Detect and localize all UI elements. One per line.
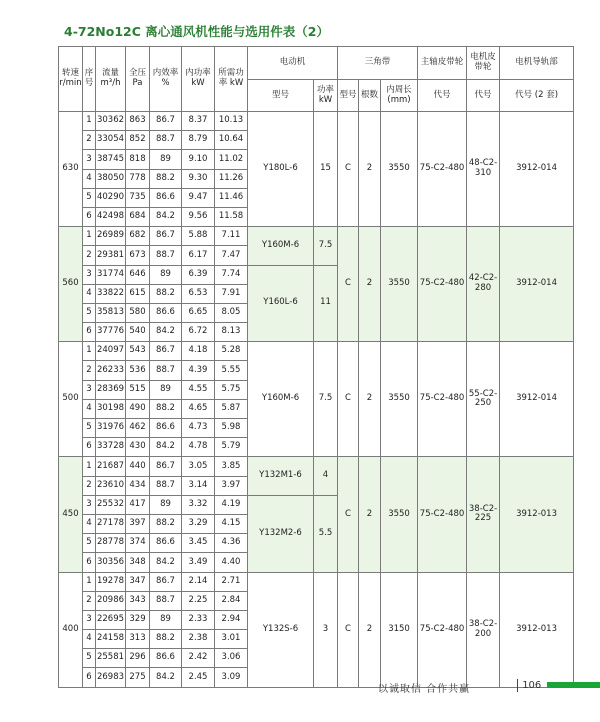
motor-model-cell: Y160M-6 (248, 227, 314, 265)
required-power-cell: 5.75 (215, 380, 248, 399)
pressure-cell: 430 (126, 438, 150, 457)
required-power-cell: 3.85 (215, 457, 248, 476)
spindle-code-cell: 75-C2-480 (418, 227, 467, 342)
header-power: 内功率 kW (182, 47, 215, 112)
flow-cell: 30362 (96, 112, 126, 131)
efficiency-cell: 86.6 (150, 188, 182, 207)
performance-table (58, 46, 574, 688)
flow-cell: 24097 (96, 342, 126, 361)
required-power-cell: 10.64 (215, 131, 248, 150)
spindle-code-cell: 75-C2-480 (418, 342, 467, 457)
flow-cell: 40290 (96, 188, 126, 207)
group-630 (59, 112, 574, 227)
spindle-code-cell: 75-C2-480 (418, 112, 467, 227)
pressure-cell: 543 (126, 342, 150, 361)
flow-cell: 25532 (96, 495, 126, 514)
seq-cell: 4 (83, 284, 96, 303)
power-cell: 4.39 (182, 361, 215, 380)
seq-cell: 5 (83, 649, 96, 668)
efficiency-cell: 86.7 (150, 572, 182, 591)
required-power-cell: 5.28 (215, 342, 248, 361)
flow-cell: 19278 (96, 572, 126, 591)
belt-length-cell: 3550 (381, 227, 418, 342)
efficiency-cell: 88.2 (150, 514, 182, 533)
required-power-cell: 8.05 (215, 303, 248, 322)
power-cell: 9.56 (182, 207, 215, 226)
motor-power-cell: 11 (314, 265, 338, 342)
efficiency-cell: 84.2 (150, 207, 182, 226)
flow-cell: 28369 (96, 380, 126, 399)
required-power-cell: 4.36 (215, 534, 248, 553)
efficiency-cell: 89 (150, 265, 182, 284)
required-power-cell: 5.87 (215, 399, 248, 418)
required-power-cell: 4.40 (215, 553, 248, 572)
seq-cell: 6 (83, 438, 96, 457)
speed-cell: 450 (59, 457, 83, 572)
seq-cell: 4 (83, 514, 96, 533)
pressure-cell: 818 (126, 150, 150, 169)
power-cell: 6.72 (182, 323, 215, 342)
pressure-cell: 735 (126, 188, 150, 207)
motor-model-cell: Y132M1-6 (248, 457, 314, 495)
page-divider (517, 679, 518, 692)
efficiency-cell: 86.6 (150, 419, 182, 438)
table-row (59, 457, 574, 476)
seq-cell: 3 (83, 380, 96, 399)
flow-cell: 22695 (96, 610, 126, 629)
seq-cell: 2 (83, 591, 96, 610)
belt-count-cell: 2 (359, 342, 381, 457)
power-cell: 4.78 (182, 438, 215, 457)
flow-cell: 38745 (96, 150, 126, 169)
motor-model-cell: Y180L-6 (248, 112, 314, 227)
pressure-cell: 417 (126, 495, 150, 514)
power-cell: 6.17 (182, 246, 215, 265)
speed-cell: 630 (59, 112, 83, 227)
speed-cell: 560 (59, 227, 83, 342)
pressure-cell: 348 (126, 553, 150, 572)
pressure-cell: 863 (126, 112, 150, 131)
header-belt-count: 根数 (359, 80, 381, 112)
required-power-cell: 5.79 (215, 438, 248, 457)
header-rail-code: 代号 (2 套) (500, 80, 574, 112)
required-power-cell: 7.47 (215, 246, 248, 265)
seq-cell: 1 (83, 572, 96, 591)
header-speed: 转速 r/min (59, 47, 83, 112)
rail-code-cell: 3912-014 (500, 112, 574, 227)
motor-power-cell: 15 (314, 112, 338, 227)
power-cell: 8.79 (182, 131, 215, 150)
seq-cell: 2 (83, 131, 96, 150)
motor-model-cell: Y160L-6 (248, 265, 314, 342)
efficiency-cell: 84.2 (150, 323, 182, 342)
footer-slogan: 以诚取信 合作共赢 (378, 684, 471, 695)
pressure-cell: 296 (126, 649, 150, 668)
power-cell: 4.73 (182, 419, 215, 438)
required-power-cell: 4.15 (215, 514, 248, 533)
flow-cell: 31774 (96, 265, 126, 284)
required-power-cell: 2.84 (215, 591, 248, 610)
seq-cell: 2 (83, 361, 96, 380)
header-efficiency: 内效率 % (150, 47, 182, 112)
speed-cell: 500 (59, 342, 83, 457)
spindle-code-cell: 75-C2-480 (418, 457, 467, 572)
header-motor-model: 型号 (248, 80, 314, 112)
power-cell: 9.47 (182, 188, 215, 207)
required-power-cell: 11.02 (215, 150, 248, 169)
belt-count-cell: 2 (359, 572, 381, 687)
flow-cell: 24158 (96, 630, 126, 649)
table-row (59, 112, 574, 131)
efficiency-cell: 86.6 (150, 534, 182, 553)
power-cell: 2.38 (182, 630, 215, 649)
pressure-cell: 778 (126, 169, 150, 188)
seq-cell: 1 (83, 227, 96, 246)
power-cell: 3.49 (182, 553, 215, 572)
seq-cell: 4 (83, 169, 96, 188)
header-motor-power: 功率 kW (314, 80, 338, 112)
flow-cell: 21687 (96, 457, 126, 476)
motor-pulley-code-cell: 42-C2-280 (467, 227, 500, 342)
power-cell: 6.53 (182, 284, 215, 303)
required-power-cell: 5.55 (215, 361, 248, 380)
power-cell: 9.10 (182, 150, 215, 169)
power-cell: 3.32 (182, 495, 215, 514)
rail-code-cell: 3912-014 (500, 342, 574, 457)
pressure-cell: 646 (126, 265, 150, 284)
header-belt: 三角带 (338, 47, 418, 80)
belt-count-cell: 2 (359, 227, 381, 342)
pressure-cell: 440 (126, 457, 150, 476)
efficiency-cell: 86.7 (150, 227, 182, 246)
flow-cell: 33054 (96, 131, 126, 150)
page-number (519, 680, 541, 691)
seq-cell: 3 (83, 265, 96, 284)
header-seq: 序号 (83, 47, 96, 112)
pressure-cell: 536 (126, 361, 150, 380)
required-power-cell: 11.58 (215, 207, 248, 226)
flow-cell: 29381 (96, 246, 126, 265)
power-cell: 4.55 (182, 380, 215, 399)
accent-bar (547, 682, 600, 688)
pressure-cell: 434 (126, 476, 150, 495)
required-power-cell: 2.94 (215, 610, 248, 629)
seq-cell: 4 (83, 399, 96, 418)
flow-cell: 26989 (96, 227, 126, 246)
efficiency-cell: 88.2 (150, 630, 182, 649)
pressure-cell: 343 (126, 591, 150, 610)
seq-cell: 5 (83, 419, 96, 438)
required-power-cell: 7.91 (215, 284, 248, 303)
group-500 (59, 342, 574, 457)
belt-count-cell: 2 (359, 457, 381, 572)
seq-cell: 1 (83, 457, 96, 476)
pressure-cell: 347 (126, 572, 150, 591)
efficiency-cell: 89 (150, 610, 182, 629)
header-belt-length: 内周长 (mm) (381, 80, 418, 112)
group-560 (59, 227, 574, 342)
seq-cell: 3 (83, 150, 96, 169)
flow-cell: 23610 (96, 476, 126, 495)
power-cell: 4.65 (182, 399, 215, 418)
belt-length-cell: 3150 (381, 572, 418, 687)
motor-pulley-code-cell: 55-C2-250 (467, 342, 500, 457)
table-row (59, 342, 574, 361)
rail-code-cell: 3912-014 (500, 227, 574, 342)
efficiency-cell: 88.2 (150, 169, 182, 188)
flow-cell: 31976 (96, 419, 126, 438)
power-cell: 6.65 (182, 303, 215, 322)
required-power-cell: 11.26 (215, 169, 248, 188)
efficiency-cell: 88.2 (150, 399, 182, 418)
header-rail: 电机导轨部 (500, 47, 574, 80)
efficiency-cell: 89 (150, 150, 182, 169)
pressure-cell: 673 (126, 246, 150, 265)
rail-code-cell: 3912-013 (500, 572, 574, 687)
power-cell: 3.14 (182, 476, 215, 495)
header-motor: 电动机 (248, 47, 338, 80)
pressure-cell: 540 (126, 323, 150, 342)
seq-cell: 5 (83, 303, 96, 322)
power-cell: 3.45 (182, 534, 215, 553)
page-title: 4-72No12C 离心通风机性能与选用件表（2） (64, 24, 329, 39)
belt-length-cell: 3550 (381, 112, 418, 227)
pressure-cell: 684 (126, 207, 150, 226)
required-power-cell: 11.46 (215, 188, 248, 207)
power-cell: 3.05 (182, 457, 215, 476)
motor-power-cell: 7.5 (314, 342, 338, 457)
table-row (59, 572, 574, 591)
seq-cell: 2 (83, 246, 96, 265)
flow-cell: 20986 (96, 591, 126, 610)
power-cell: 2.14 (182, 572, 215, 591)
header-belt-model: 型号 (338, 80, 359, 112)
efficiency-cell: 86.6 (150, 649, 182, 668)
required-power-cell: 2.71 (215, 572, 248, 591)
motor-pulley-code-cell: 38-C2-225 (467, 457, 500, 572)
efficiency-cell: 88.7 (150, 591, 182, 610)
required-power-cell: 3.09 (215, 668, 248, 687)
power-cell: 5.88 (182, 227, 215, 246)
flow-cell: 30356 (96, 553, 126, 572)
required-power-cell: 10.13 (215, 112, 248, 131)
belt-model-cell: C (338, 342, 359, 457)
required-power-cell: 8.13 (215, 323, 248, 342)
motor-power-cell: 3 (314, 572, 338, 687)
power-cell: 2.33 (182, 610, 215, 629)
power-cell: 4.18 (182, 342, 215, 361)
group-450 (59, 457, 574, 572)
seq-cell: 1 (83, 342, 96, 361)
pressure-cell: 852 (126, 131, 150, 150)
belt-model-cell: C (338, 227, 359, 342)
motor-model-cell: Y160M-6 (248, 342, 314, 457)
seq-cell: 5 (83, 534, 96, 553)
belt-length-cell: 3550 (381, 342, 418, 457)
header-required-power: 所需功率 kW (215, 47, 248, 112)
required-power-cell: 7.74 (215, 265, 248, 284)
power-cell: 3.29 (182, 514, 215, 533)
belt-length-cell: 3550 (381, 457, 418, 572)
motor-power-cell: 4 (314, 457, 338, 495)
efficiency-cell: 88.7 (150, 476, 182, 495)
efficiency-cell: 88.7 (150, 361, 182, 380)
seq-cell: 2 (83, 476, 96, 495)
pressure-cell: 580 (126, 303, 150, 322)
header-motor-pulley-code: 代号 (467, 80, 500, 112)
header-pressure: 全压 Pa (126, 47, 150, 112)
flow-cell: 42498 (96, 207, 126, 226)
seq-cell: 3 (83, 610, 96, 629)
group-400 (59, 572, 574, 687)
flow-cell: 33728 (96, 438, 126, 457)
flow-cell: 30198 (96, 399, 126, 418)
belt-model-cell: C (338, 572, 359, 687)
efficiency-cell: 86.7 (150, 457, 182, 476)
required-power-cell: 3.97 (215, 476, 248, 495)
power-cell: 6.39 (182, 265, 215, 284)
pressure-cell: 374 (126, 534, 150, 553)
belt-count-cell: 2 (359, 112, 381, 227)
pressure-cell: 515 (126, 380, 150, 399)
seq-cell: 4 (83, 630, 96, 649)
motor-power-cell: 7.5 (314, 227, 338, 265)
power-cell: 9.30 (182, 169, 215, 188)
efficiency-cell: 84.2 (150, 553, 182, 572)
seq-cell: 6 (83, 553, 96, 572)
flow-cell: 33822 (96, 284, 126, 303)
pressure-cell: 615 (126, 284, 150, 303)
rail-code-cell: 3912-013 (500, 457, 574, 572)
required-power-cell: 3.01 (215, 630, 248, 649)
speed-cell: 400 (59, 572, 83, 687)
required-power-cell: 5.98 (215, 419, 248, 438)
seq-cell: 6 (83, 207, 96, 226)
motor-pulley-code-cell: 48-C2-310 (467, 112, 500, 227)
power-cell: 2.25 (182, 591, 215, 610)
efficiency-cell: 84.2 (150, 438, 182, 457)
pressure-cell: 275 (126, 668, 150, 687)
pressure-cell: 397 (126, 514, 150, 533)
seq-cell: 6 (83, 323, 96, 342)
motor-power-cell: 5.5 (314, 495, 338, 572)
flow-cell: 26983 (96, 668, 126, 687)
power-cell: 2.42 (182, 649, 215, 668)
pressure-cell: 313 (126, 630, 150, 649)
seq-cell: 6 (83, 668, 96, 687)
flow-cell: 26233 (96, 361, 126, 380)
pressure-cell: 462 (126, 419, 150, 438)
efficiency-cell: 86.7 (150, 342, 182, 361)
power-cell: 2.45 (182, 668, 215, 687)
required-power-cell: 3.06 (215, 649, 248, 668)
efficiency-cell: 89 (150, 380, 182, 399)
flow-cell: 35813 (96, 303, 126, 322)
seq-cell: 1 (83, 112, 96, 131)
belt-model-cell: C (338, 112, 359, 227)
flow-cell: 27178 (96, 514, 126, 533)
spindle-code-cell: 75-C2-480 (418, 572, 467, 687)
motor-pulley-code-cell: 38-C2-200 (467, 572, 500, 687)
required-power-cell: 7.11 (215, 227, 248, 246)
efficiency-cell: 88.7 (150, 246, 182, 265)
seq-cell: 3 (83, 495, 96, 514)
page-number-value: 106 (522, 680, 542, 691)
pressure-cell: 329 (126, 610, 150, 629)
motor-model-cell: Y132M2-6 (248, 495, 314, 572)
pressure-cell: 490 (126, 399, 150, 418)
efficiency-cell: 86.6 (150, 303, 182, 322)
efficiency-cell: 88.7 (150, 131, 182, 150)
efficiency-cell: 89 (150, 495, 182, 514)
power-cell: 8.37 (182, 112, 215, 131)
flow-cell: 25581 (96, 649, 126, 668)
header-spindle-pulley: 主轴皮带轮 (418, 47, 467, 80)
flow-cell: 38050 (96, 169, 126, 188)
header-spindle-code: 代号 (418, 80, 467, 112)
header-motor-pulley: 电机皮带轮 (467, 47, 500, 80)
seq-cell: 5 (83, 188, 96, 207)
flow-cell: 37776 (96, 323, 126, 342)
efficiency-cell: 84.2 (150, 668, 182, 687)
required-power-cell: 4.19 (215, 495, 248, 514)
efficiency-cell: 86.7 (150, 112, 182, 131)
header-flow: 流量 m³/h (96, 47, 126, 112)
pressure-cell: 682 (126, 227, 150, 246)
table-row (59, 227, 574, 246)
flow-cell: 28778 (96, 534, 126, 553)
motor-model-cell: Y132S-6 (248, 572, 314, 687)
efficiency-cell: 88.2 (150, 284, 182, 303)
belt-model-cell: C (338, 457, 359, 572)
